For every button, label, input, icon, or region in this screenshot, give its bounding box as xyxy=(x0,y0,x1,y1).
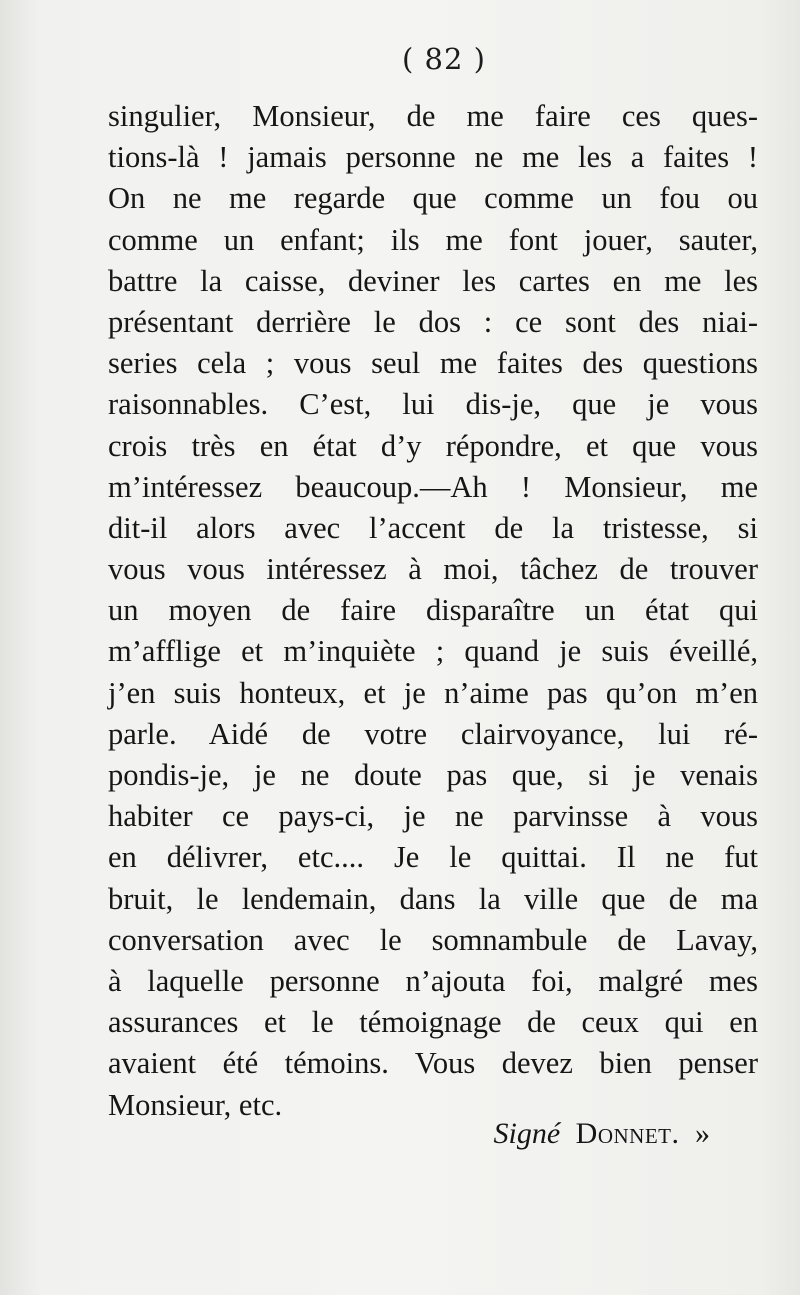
text-line: vous vous intéressez à moi, tâchez de trouver xyxy=(108,552,758,587)
text-line: crois très en état d’y répondre, et que vous xyxy=(108,428,758,463)
text-line: en délivrer, etc.... Je le quittai. Il ne fut xyxy=(108,840,758,875)
text-line: parle. Aidé de votre clairvoyance, lui ré- xyxy=(108,716,758,751)
text-line: On ne me regarde que comme un fou ou xyxy=(108,181,758,216)
signature-name: Donnet. xyxy=(575,1117,680,1150)
text-line: bruit, le lendemain, dans la ville que de ma xyxy=(108,881,758,916)
text-line: series cela ; vous seul me faites des questions xyxy=(108,346,758,381)
text-line: j’en suis honteux, et je n’aime pas qu’on m’en xyxy=(108,675,758,710)
text-line: habiter ce pays-ci, je ne parvinsse à vous xyxy=(108,799,758,834)
closing-quote: » xyxy=(695,1117,710,1150)
page-number: ( 82 ) xyxy=(402,42,486,76)
signature xyxy=(494,1117,710,1151)
text-line: battre la caisse, deviner les cartes en me les xyxy=(108,263,758,298)
text-line: raisonnables. C’est, lui dis-je, que je vous xyxy=(108,387,758,422)
text-line: pondis-je, je ne doute pas que, si je venais xyxy=(108,758,758,792)
text-line: avaient été témoins. Vous devez bien penser xyxy=(108,1046,758,1081)
text-line: dit-il alors avec l’accent de la tristesse, si xyxy=(108,510,758,545)
text-line: à laquelle personne n’ajouta foi, malgré mes xyxy=(108,963,758,998)
text-line: présentant derrière le dos : ce sont des niai- xyxy=(108,304,758,339)
text-line: comme un enfant; ils me font jouer, sauter, xyxy=(108,222,758,257)
text-line: un moyen de faire disparaître un état qui xyxy=(108,593,758,628)
text-line: tions-là ! jamais personne ne me les a faites ! xyxy=(108,140,758,175)
text-line: singulier, Monsieur, de me faire ces ques- xyxy=(108,99,758,133)
text-line: assurances et le témoignage de ceux qui en xyxy=(108,1005,758,1040)
body-text xyxy=(108,96,758,1126)
text-line: m’afflige et m’inquiète ; quand je suis éveillé, xyxy=(108,634,758,669)
text-line: conversation avec le somnambule de Lavay, xyxy=(108,922,758,957)
text-line: Monsieur, etc. xyxy=(108,1087,283,1122)
text-line: m’intéressez beaucoup.—Ah ! Monsieur, me xyxy=(108,469,758,504)
signature-signe: Signé xyxy=(493,1117,561,1150)
